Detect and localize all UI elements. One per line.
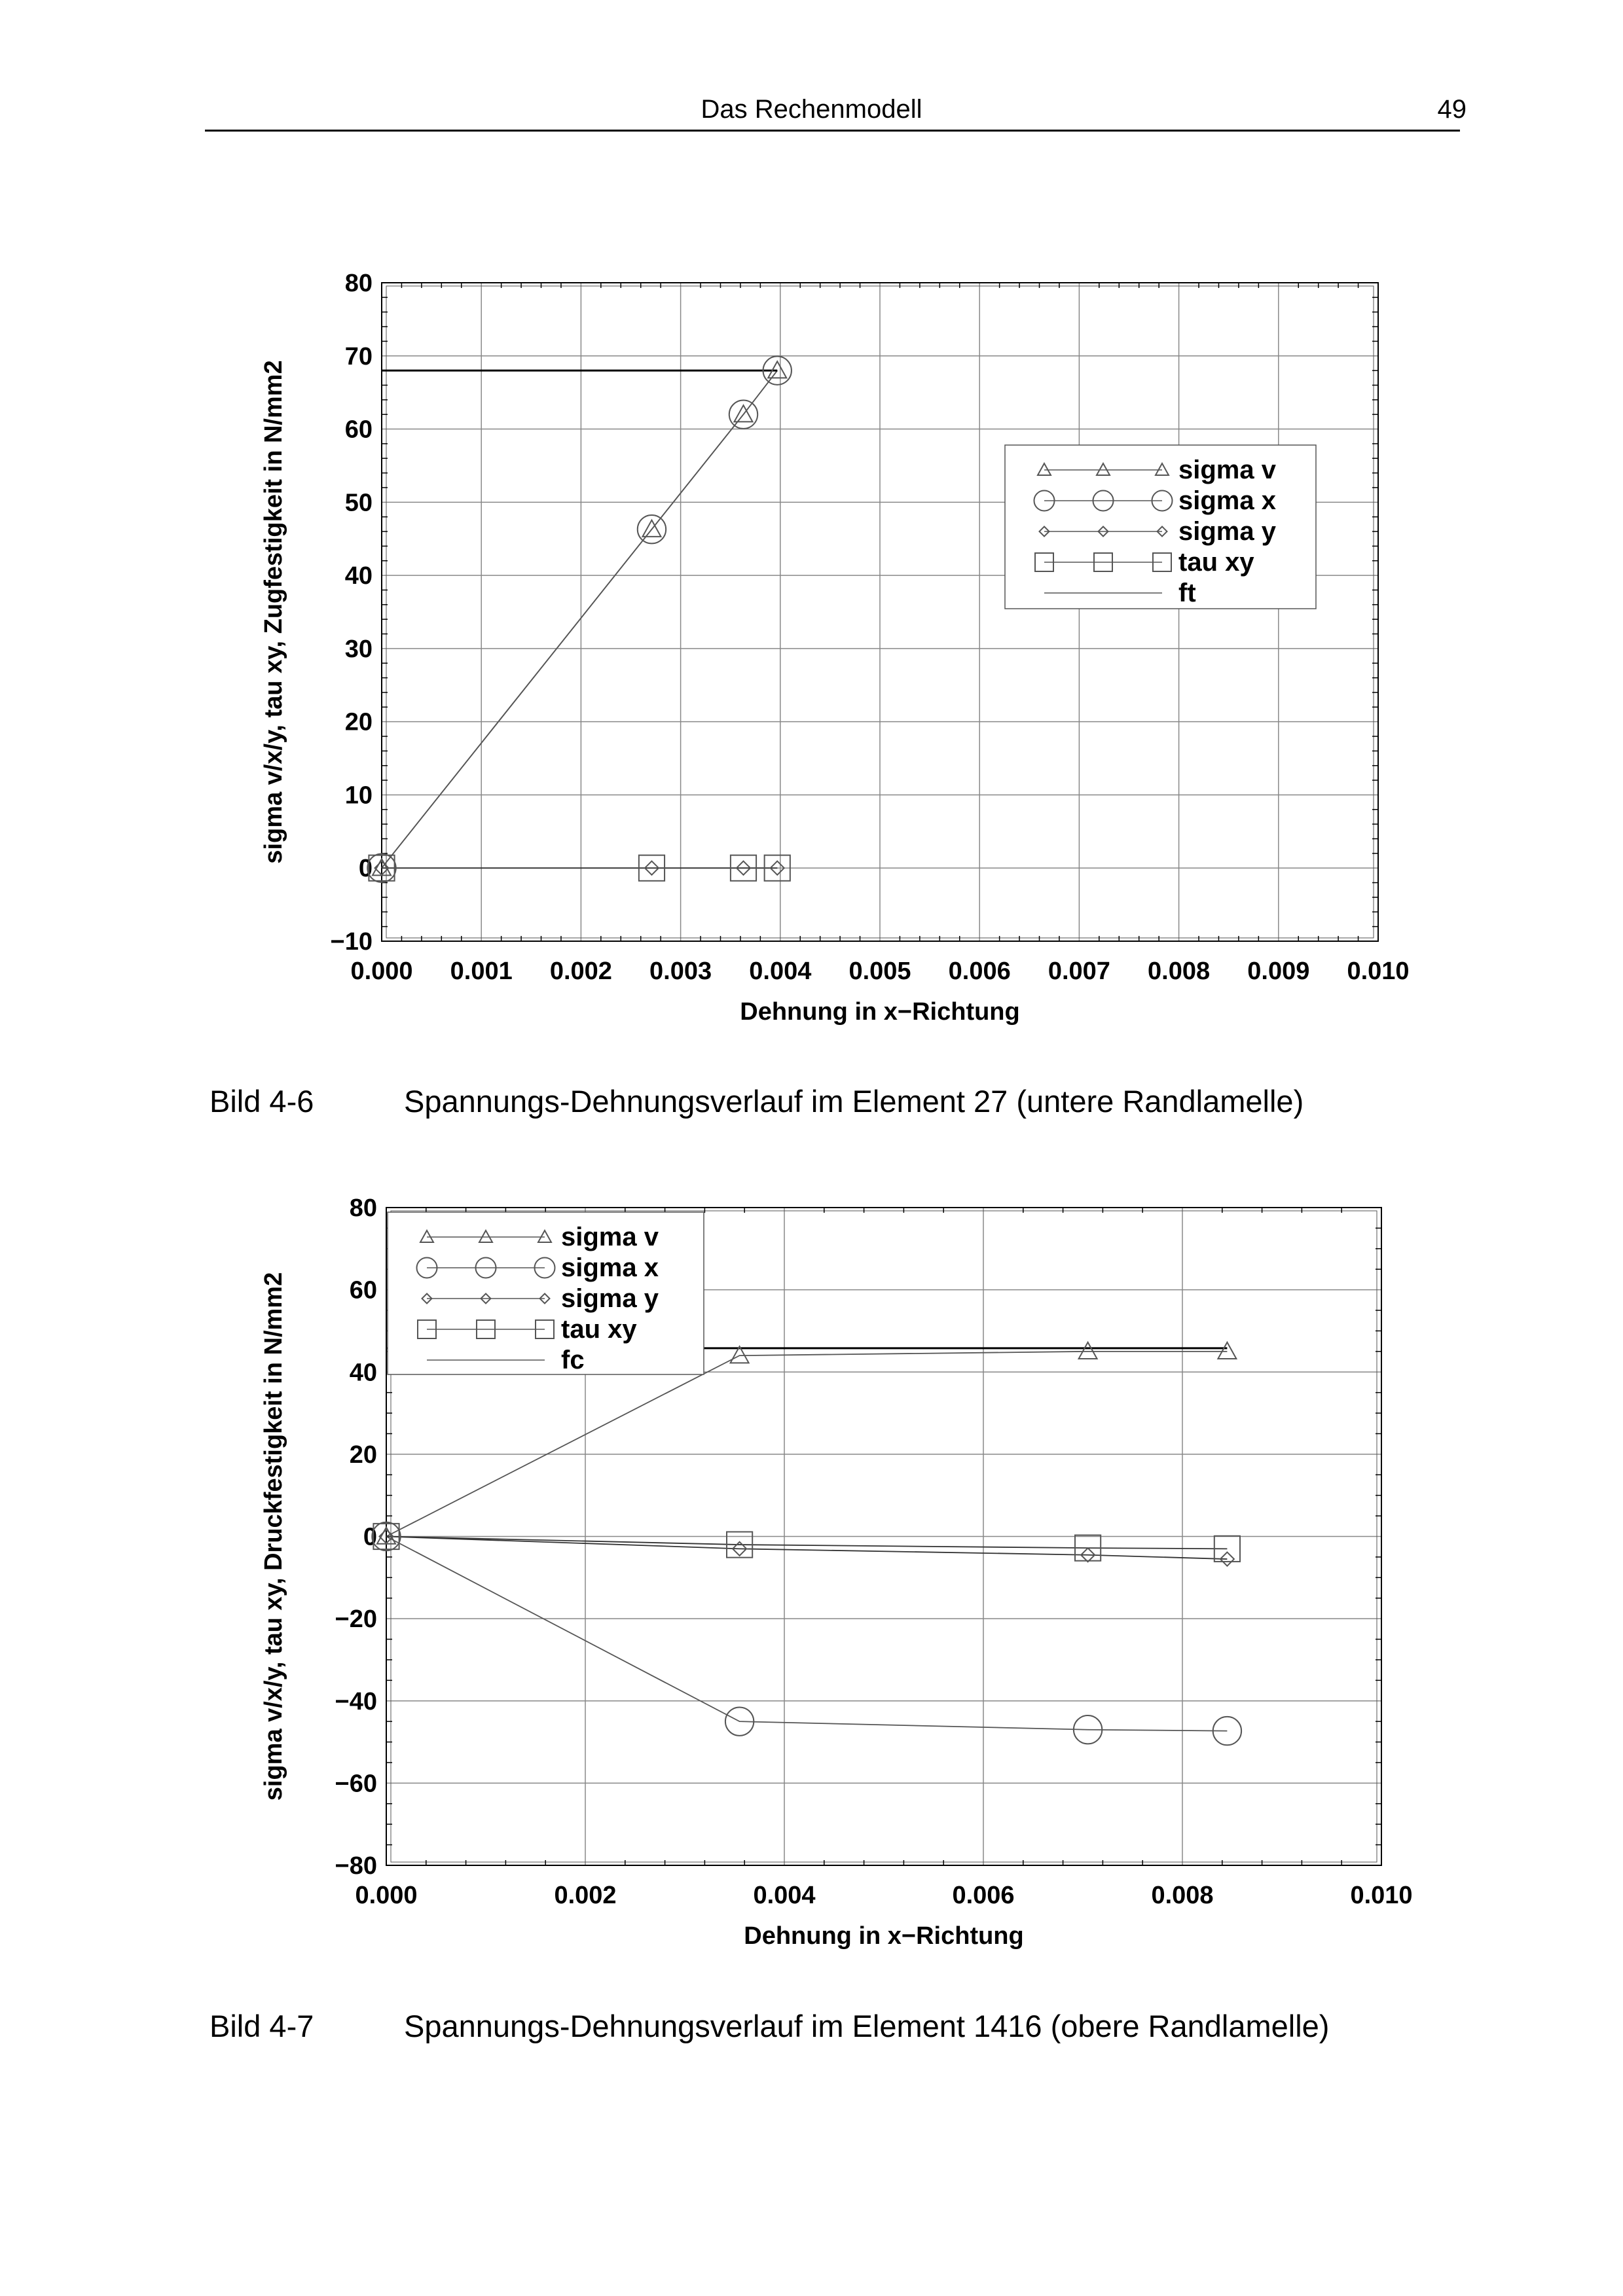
legend-label: sigma y (1178, 517, 1276, 546)
y-tick-label: 10 (344, 781, 373, 810)
x-tick-label: 0.000 (355, 1882, 418, 1909)
y-tick-label: −20 (335, 1605, 377, 1634)
data-point-sigma-v (1218, 1342, 1236, 1359)
y-tick-label: 50 (344, 489, 373, 517)
legend-label: sigma v (561, 1223, 659, 1251)
header-rule (205, 130, 1460, 132)
x-tick-label: 0.006 (952, 1882, 1015, 1909)
legend-label: sigma x (1178, 486, 1276, 515)
legend-label: sigma v (1178, 456, 1276, 484)
x-axis-title: Dehnung in x−Richtung (740, 998, 1020, 1026)
x-tick-label: 0.004 (753, 1882, 816, 1909)
series-line-sigma-v (386, 1352, 1227, 1537)
series-line-sigma-x (386, 1537, 1227, 1731)
y-tick-label: 20 (349, 1441, 377, 1469)
x-tick-label: 0.000 (350, 958, 413, 985)
x-tick-label: 0.008 (1148, 958, 1211, 985)
y-tick-label: 80 (344, 270, 373, 297)
x-tick-label: 0.007 (1048, 958, 1110, 985)
x-tick-label: 0.003 (649, 958, 712, 985)
y-tick-label: 0 (363, 1523, 377, 1551)
x-tick-label: 0.001 (450, 958, 513, 985)
y-tick-label: 80 (349, 1194, 377, 1222)
x-tick-label: 0.010 (1347, 958, 1410, 985)
x-tick-label: 0.006 (948, 958, 1011, 985)
y-tick-label: 20 (344, 708, 373, 736)
y-tick-label: 30 (344, 635, 373, 663)
data-point-sigma-v (1079, 1342, 1097, 1359)
legend-label: ft (1178, 579, 1196, 607)
caption-text-4-6: Spannungs-Dehnungsverlauf im Element 27 (untere Randlamelle) (404, 1084, 1304, 1119)
y-tick-label: 60 (344, 416, 373, 444)
caption-label-4-6: Bild 4-6 (210, 1084, 314, 1119)
page-number: 49 (1437, 95, 1467, 124)
caption-text-4-7: Spannungs-Dehnungsverlauf im Element 1416 (obere Randlamelle) (404, 2009, 1330, 2043)
y-tick-label: −60 (335, 1770, 377, 1798)
y-tick-label: 40 (349, 1359, 377, 1387)
y-axis-title: sigma v/x/y, tau xy, Zugfestigkeit in N/mm2 (260, 360, 287, 864)
x-axis-title: Dehnung in x−Richtung (744, 1922, 1024, 1950)
x-tick-label: 0.002 (554, 1882, 617, 1909)
y-tick-label: −10 (330, 928, 373, 956)
chart-element-27 (0, 249, 1623, 1060)
y-tick-label: 40 (344, 562, 373, 590)
x-tick-label: 0.002 (549, 958, 612, 985)
y-axis-title: sigma v/x/y, tau xy, Druckfestigkeit in N/mm2 (260, 1272, 287, 1801)
y-tick-label: −80 (335, 1852, 377, 1880)
y-tick-label: −40 (335, 1687, 377, 1715)
y-tick-label: 60 (349, 1276, 377, 1304)
legend-label: sigma x (561, 1253, 659, 1282)
chart-element-1416 (0, 1172, 1623, 1970)
legend-label: sigma y (561, 1284, 659, 1313)
x-tick-label: 0.008 (1151, 1882, 1214, 1909)
series-line-sigma-x (382, 370, 777, 868)
y-tick-label: 70 (344, 342, 373, 370)
legend-label: tau xy (561, 1315, 637, 1344)
x-tick-label: 0.004 (749, 958, 812, 985)
x-tick-label: 0.010 (1350, 1882, 1413, 1909)
y-tick-label: 0 (358, 855, 373, 883)
caption-label-4-7: Bild 4-7 (210, 2009, 314, 2043)
x-tick-label: 0.009 (1247, 958, 1310, 985)
page-header-title: Das Rechenmodell (701, 95, 922, 124)
x-tick-label: 0.005 (848, 958, 911, 985)
legend-label: fc (561, 1346, 585, 1374)
legend-label: tau xy (1178, 548, 1254, 577)
